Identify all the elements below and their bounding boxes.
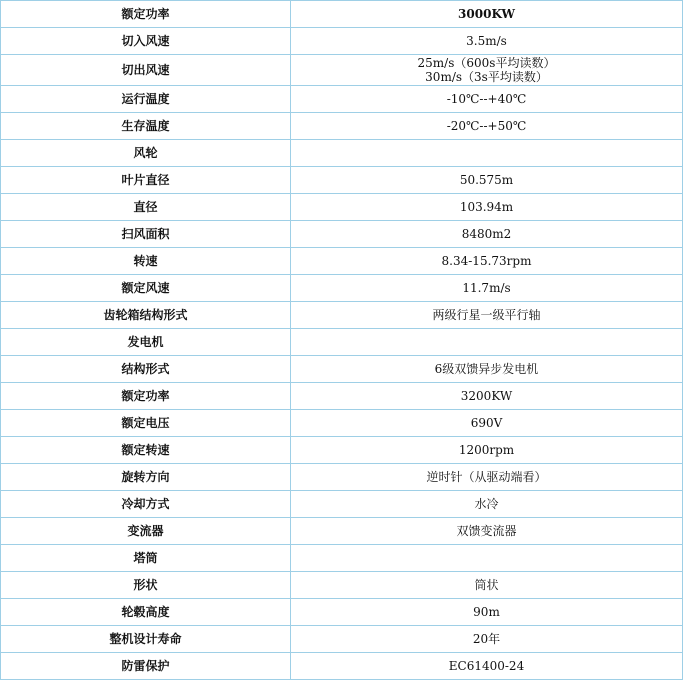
row-label: 额定功率 — [0, 0, 291, 28]
row-label: 防雷保护 — [0, 653, 291, 680]
row-value: 水冷 — [291, 491, 683, 518]
table-row — [0, 86, 683, 113]
row-label: 转速 — [0, 248, 291, 275]
table-row — [0, 545, 683, 572]
table-row — [0, 167, 683, 194]
table-row — [0, 464, 683, 491]
row-value: 8.34-15.73rpm — [291, 248, 683, 275]
row-label: 额定风速 — [0, 275, 291, 302]
section-label: 塔筒 — [0, 545, 291, 572]
row-label: 叶片直径 — [0, 167, 291, 194]
table-row — [0, 275, 683, 302]
row-value: 1200rpm — [291, 437, 683, 464]
row-value — [291, 55, 683, 86]
table-row — [0, 221, 683, 248]
row-label: 结构形式 — [0, 356, 291, 383]
row-value: 筒状 — [291, 572, 683, 599]
table-row — [0, 653, 683, 680]
row-label: 额定功率 — [0, 383, 291, 410]
table-row — [0, 491, 683, 518]
table-row — [0, 518, 683, 545]
row-value: 6级双馈异步发电机 — [291, 356, 683, 383]
section-label: 发电机 — [0, 329, 291, 356]
row-value: 3000KW — [291, 0, 683, 28]
row-value: 690V — [291, 410, 683, 437]
row-label: 形状 — [0, 572, 291, 599]
row-label: 旋转方向 — [0, 464, 291, 491]
table-row — [0, 28, 683, 55]
row-value: 逆时针（从驱动端看） — [291, 464, 683, 491]
table-row — [0, 572, 683, 599]
row-value: 3200KW — [291, 383, 683, 410]
row-label: 切入风速 — [0, 28, 291, 55]
table-row — [0, 0, 683, 28]
table-row — [0, 140, 683, 167]
row-value — [291, 545, 683, 572]
row-value: 双馈变流器 — [291, 518, 683, 545]
row-label: 冷却方式 — [0, 491, 291, 518]
row-value: 8480m2 — [291, 221, 683, 248]
row-label: 变流器 — [0, 518, 291, 545]
row-value — [291, 329, 683, 356]
row-value: 90m — [291, 599, 683, 626]
row-value: 11.7m/s — [291, 275, 683, 302]
row-value: 20年 — [291, 626, 683, 653]
row-label: 额定转速 — [0, 437, 291, 464]
row-value: 50.575m — [291, 167, 683, 194]
table-row — [0, 626, 683, 653]
table-row — [0, 113, 683, 140]
row-value: EC61400-24 — [291, 653, 683, 680]
table-row — [0, 437, 683, 464]
row-value: 3.5m/s — [291, 28, 683, 55]
table-row — [0, 55, 683, 86]
table-row — [0, 248, 683, 275]
table-row — [0, 410, 683, 437]
row-label: 生存温度 — [0, 113, 291, 140]
table-row — [0, 302, 683, 329]
row-value — [291, 140, 683, 167]
table-row — [0, 329, 683, 356]
row-label: 直径 — [0, 194, 291, 221]
row-value: -20℃--+50℃ — [291, 113, 683, 140]
table-row — [0, 356, 683, 383]
row-label: 齿轮箱结构形式 — [0, 302, 291, 329]
row-label: 扫风面积 — [0, 221, 291, 248]
table-row — [0, 383, 683, 410]
row-label: 运行温度 — [0, 86, 291, 113]
value-line: 30m/s（3s平均读数） — [425, 70, 548, 84]
row-label: 额定电压 — [0, 410, 291, 437]
row-value: 103.94m — [291, 194, 683, 221]
row-value: -10℃--+40℃ — [291, 86, 683, 113]
value-line: 25m/s（600s平均读数） — [417, 56, 556, 70]
section-label: 风轮 — [0, 140, 291, 167]
row-value: 两级行星一级平行轴 — [291, 302, 683, 329]
table-row — [0, 599, 683, 626]
row-label: 轮毂高度 — [0, 599, 291, 626]
row-label: 切出风速 — [0, 55, 291, 86]
table-row — [0, 194, 683, 221]
row-label: 整机设计寿命 — [0, 626, 291, 653]
